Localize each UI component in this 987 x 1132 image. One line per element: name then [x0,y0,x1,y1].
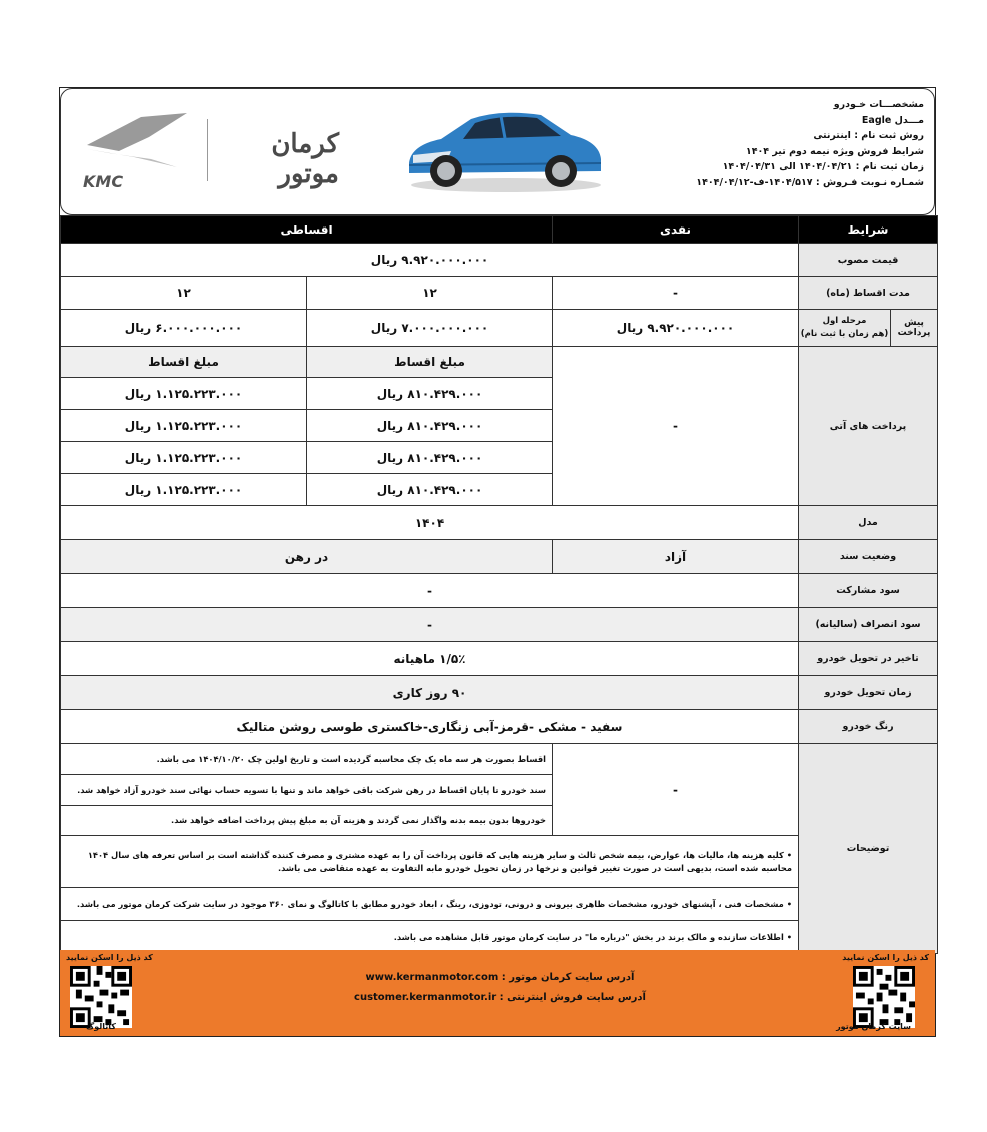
shop-label: آدرس سایت فروش اینترنتی : [499,992,646,1003]
notes-label: توضیحات [799,744,938,954]
prepay-inst1: ۷.۰۰۰.۰۰۰.۰۰۰ ریال [307,310,553,347]
table-row [61,506,938,540]
color-label: رنگ خودرو [799,710,938,744]
future-inst2-title: مبلغ اقساط [61,347,307,378]
color-value: سفید - مشکی -قرمز-آبی زنگاری-خاکستری طوسی روشن متالیک [61,710,799,744]
model-value: ۱۴۰۴ [61,506,799,540]
table-row [61,642,938,676]
site-address-line [350,968,650,988]
table-row [61,744,938,775]
future-inst1-cell: ۸۱۰.۴۲۹.۰۰۰ ریال [307,378,553,410]
table-row [61,310,938,347]
notes-general-item: • کلیه هزینه ها، مالیات ها، عوارض، بیمه شخص ثالث و سایر هزینه هایی که قانون پرداخت آن را به عهده مشتری و مصرف کننده گذاشته است بر اساس تعرفه های سال ۱۴۰۴ محاسبه شده است، بدیهی است در صورت تغییر قوانین و نرخها در زمان تحویل خودرو مابه التفاوت به عهده متقاضی می باشد. [61,836,799,888]
header-cash: نقدی [553,216,799,244]
delivery-label: زمان تحویل خودرو [799,676,938,710]
header-installment: اقساطی [61,216,553,244]
scan-hint-right: کد ذیل را اسکن نمایید [842,953,929,962]
future-inst2-cell: ۱.۱۲۵.۲۲۳.۰۰۰ ریال [61,410,307,442]
table-row [61,540,938,574]
cancel-value: - [61,608,799,642]
future-inst1-title: مبلغ اقساط [307,347,553,378]
participation-label: سود مشارکت [799,574,938,608]
table-row [61,574,938,608]
brand-name: کرمان موتور [271,129,339,189]
table-row [61,710,938,744]
footer-bar [60,950,935,1036]
future-inst2-cell: ۱.۱۲۵.۲۲۳.۰۰۰ ریال [61,378,307,410]
prepay-sublabel-1: مرحله اول [822,316,867,326]
shop-link[interactable]: customer.kermanmotor.ir [354,992,497,1003]
specs-method: روش ثبت نام : اینترنتی [813,130,924,141]
document-header [60,88,935,215]
notes-cash: - [553,744,799,836]
table-row [61,277,938,310]
specs-title: مشخصـــات خـودرو [833,99,924,110]
specs-reg-time: زمان ثبت نام : ۱۴۰۴/۰۴/۲۱ الی ۱۴۰۴/۰۴/۳۱ [722,161,924,172]
brand-divider [207,119,208,181]
future-label: پرداخت های آتی [799,347,938,506]
catalog-qr-code-icon[interactable] [70,966,132,1028]
specs-model: مـــدل Eagle [861,114,924,126]
site-qr-code-icon[interactable] [853,966,915,1028]
table-header-row [61,216,938,244]
future-cash: - [553,347,799,506]
site-link[interactable]: www.kermanmotor.com [365,972,499,983]
car-image [401,101,606,196]
participation-value: - [61,574,799,608]
table-row [61,347,938,378]
notes-inst-item: اقساط بصورت هر سه ماه یک چک محاسبه گردیده است و تاریخ اولین چک ۱۴۰۴/۱۰/۲۰ می باشد. [61,744,553,775]
future-inst2-cell: ۱.۱۲۵.۲۲۳.۰۰۰ ریال [61,474,307,506]
future-inst1-cell: ۸۱۰.۴۲۹.۰۰۰ ریال [307,410,553,442]
cancel-label: سود انصراف (سالیانه) [799,608,938,642]
future-inst1-cell: ۸۱۰.۴۲۹.۰۰۰ ریال [307,442,553,474]
scan-hint-left: کد ذیل را اسکن نمایید [66,953,153,962]
table-row [61,244,938,277]
notes-general-item: • اطلاعات سازنده و مالک برند در بخش "درباره ما" در سایت کرمان موتور قابل مشاهده می باشد. [61,921,799,954]
prepay-label: پیش پرداخت [897,318,931,338]
price-value: ۹.۹۲۰.۰۰۰.۰۰۰ ریال [61,244,799,277]
specs-conditions: شرایط فروش ویژه نیمه دوم تیر ۱۴۰۴ [745,145,924,157]
kmc-emblem-icon [79,107,199,197]
delivery-value: ۹۰ روز کاری [61,676,799,710]
site-qr-caption: سایت کرمان موتور [836,1022,911,1031]
notes-general-item: • مشخصات فنی ، آپشنهای خودرو، مشخصات ظاهری بیرونی و درونی، تودوزی، رینگ ، ابعاد خودرو مطابق با کاتالوگ و نمای ۳۶۰ موجود در سایت شرکت کرمان موتور می باشد. [61,888,799,921]
future-inst2-cell: ۱.۱۲۵.۲۲۳.۰۰۰ ریال [61,442,307,474]
catalog-qr-caption: کاتالوگ [86,1022,116,1031]
brand-logo-text: KMC [83,172,124,191]
term-cash: - [553,277,799,310]
notes-inst-item: خودروها بدون بیمه بدنه واگذار نمی گردند و هزینه آن به مبلغ پیش پرداخت اضافه خواهد شد. [61,806,553,836]
term-label: مدت اقساط (ماه) [799,277,938,310]
conditions-table [60,215,938,954]
delay-label: تاخیر در تحویل خودرو [799,642,938,676]
header-conditions: شرایط [799,216,938,244]
site-label: آدرس سایت کرمان موتور : [501,972,635,983]
model-label: مدل [799,506,938,540]
footer-addresses [350,968,650,1008]
prepay-cash: ۹.۹۲۰.۰۰۰.۰۰۰ ریال [553,310,799,347]
term-inst2: ۱۲ [61,277,307,310]
prepay-inst2: ۶.۰۰۰.۰۰۰.۰۰۰ ریال [61,310,307,347]
notes-inst-item: سند خودرو تا پایان اقساط در رهن شرکت باقی خواهد ماند و تنها با تسویه حساب نهائی سند خودرو آزاد خواهد شد. [61,775,553,806]
future-inst1-cell: ۸۱۰.۴۲۹.۰۰۰ ریال [307,474,553,506]
doc-status-cash: آزاد [553,540,799,574]
prepay-sublabel-2: (هم زمان با ثبت نام) [800,329,889,339]
doc-status-label: وضعیت سند [799,540,938,574]
doc-status-inst: در رهن [61,540,553,574]
vehicle-specs [664,97,924,190]
price-label: قیمت مصوب [799,244,938,277]
shop-address-line [350,988,650,1008]
term-inst1: ۱۲ [307,277,553,310]
table-row [61,608,938,642]
brand-logo [79,107,339,197]
specs-turn-no: شمـاره نـوبت فـروش : ۱۴۰۴/۵۱۷-ف-۱۴۰۴/۰۴/۱۲ [696,176,924,188]
sales-conditions-document [59,87,936,1037]
delay-value: ۱/۵٪ ماهیانه [61,642,799,676]
prepay-label-cell [799,310,938,347]
table-row [61,676,938,710]
